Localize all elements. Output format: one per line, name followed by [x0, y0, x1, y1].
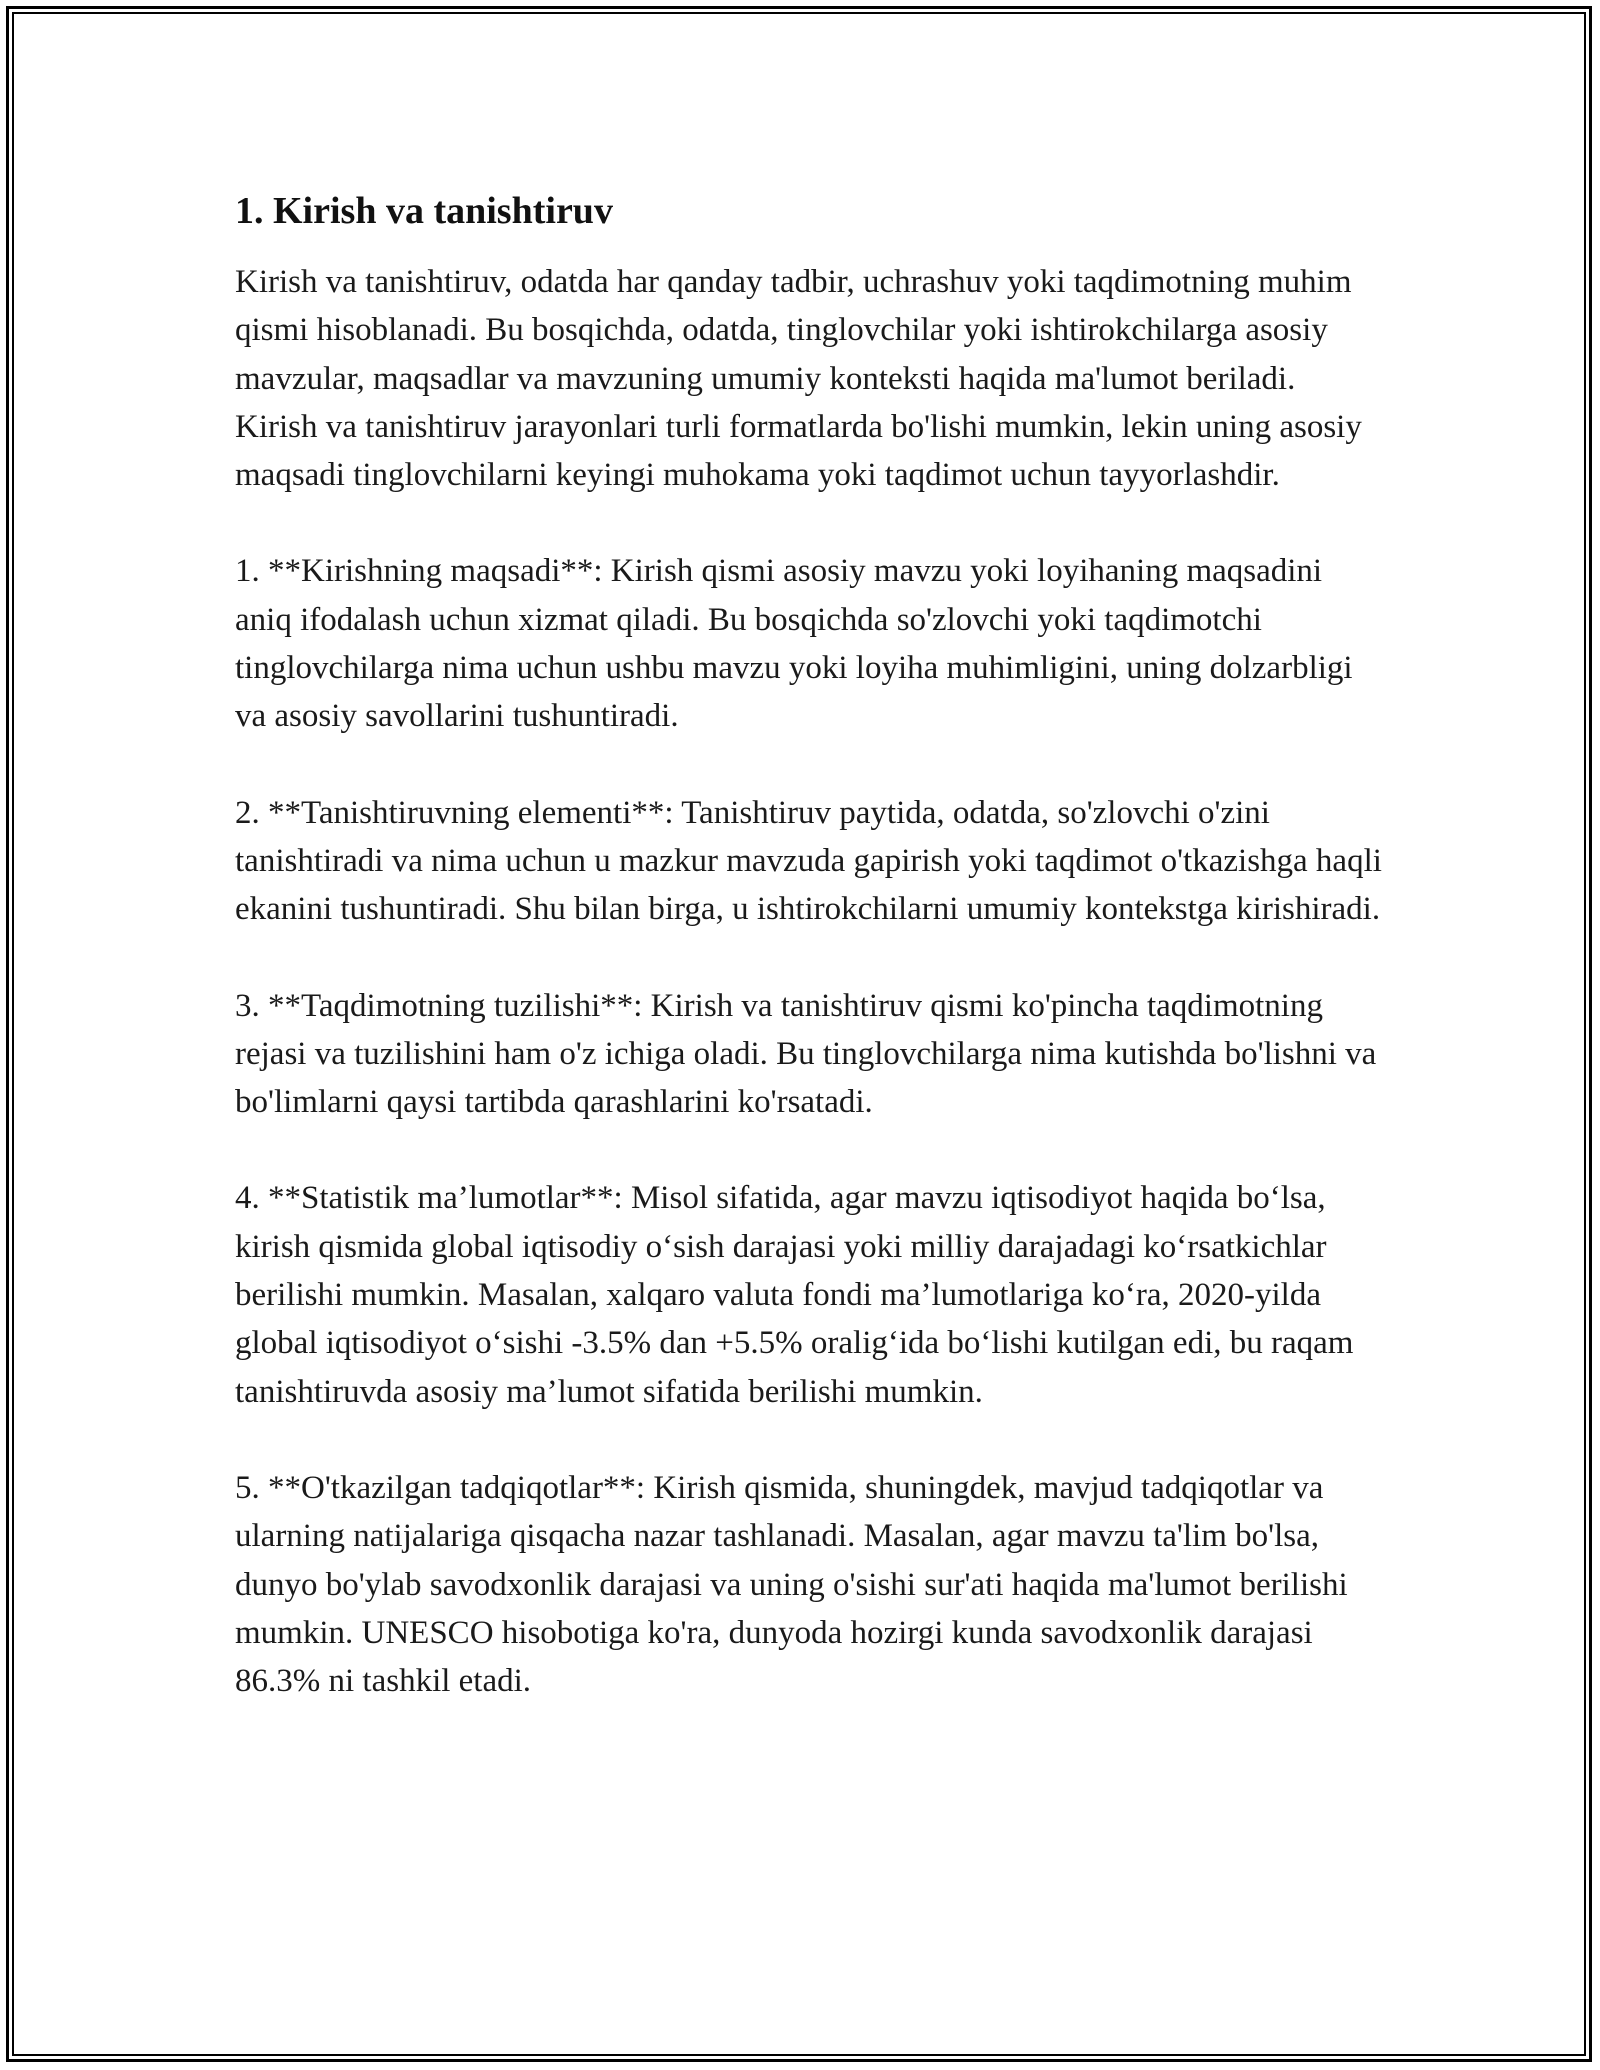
point-1-paragraph: 1. **Kirishning maqsadi**: Kirish qismi asosiy mavzu yoki loyihaning maqsadini aniq ifodalash uchun xizmat qiladi. Bu bosqichda so'zlovchi yoki taqdimotchi tinglovchilarga nima uchun ushbu mavzu yoki loyiha muhimligini, uning dolzarbligi va asosiy savollarini tushuntiradi. [235, 553, 1353, 735]
section-heading: 1. Kirish va tanishtiruv [235, 190, 613, 232]
point-3-paragraph: 3. **Taqdimotning tuzilishi**: Kirish va tanishtiruv qismi ko'pincha taqdimotning rejasi va tuzilishini ham o'z ichiga oladi. Bu tinglovchilarga nima kutishda bo'lishni va bo'limlarni qaysi tartibda qarashlarini ko'rsatadi. [235, 987, 1377, 1121]
intro-paragraph: Kirish va tanishtiruv, odatda har qanday tadbir, uchrashuv yoki taqdimotning muhim qismi hisoblanadi. Bu bosqichda, odatda, tinglovchilar yoki ishtirokchilarga asosiy mavzular, maqsadlar va mavzuning umumiy konteksti haqida ma'lumot beriladi. Kirish va tanishtiruv jarayonlari turli formatlarda bo'lishi mumkin, lekin uning asosiy maqsadi tinglovchilarni keyingi muhokama yoki taqdimot uchun tayyorlashdir. [235, 264, 1362, 494]
document-body [235, 186, 1385, 1753]
point-4-paragraph: 4. **Statistik ma’lumotlar**: Misol sifatida, agar mavzu iqtisodiyot haqida bo‘lsa, kirish qismida global iqtisodiy o‘sish darajasi yoki milliy darajadagi ko‘rsatkichlar berilishi mumkin. Masalan, xalqaro valuta fondi ma’lumotlariga ko‘ra, 2020-yilda global iqtisodiyot o‘sishi -3.5% dan +5.5% oralig‘ida bo‘lishi kutilgan edi, bu raqam tanishtiruvda asosiy ma’lumot sifatida berilishi mumkin. [235, 1180, 1354, 1410]
point-5-paragraph: 5. **O'tkazilgan tadqiqotlar**: Kirish qismida, shuningdek, mavjud tadqiqotlar va ularning natijalariga qisqacha nazar tashlanadi. Masalan, agar mavzu ta'lim bo'lsa, dunyo bo'ylab savodxonlik darajasi va uning o'sishi sur'ati haqida ma'lumot berilishi mumkin. UNESCO hisobotiga ko'ra, dunyoda hozirgi kunda savodxonlik darajasi 86.3% ni tashkil etadi. [235, 1469, 1348, 1700]
point-2-paragraph: 2. **Tanishtiruvning elementi**: Tanishtiruv paytida, odatda, so'zlovchi o'zini tanishtiradi va nima uchun u mazkur mavzuda gapirish yoki taqdimot o'tkazishga haqli ekanini tushuntiradi. Shu bilan birga, u ishtirokchilarni umumiy kontekstga kirishiradi. [235, 794, 1382, 928]
